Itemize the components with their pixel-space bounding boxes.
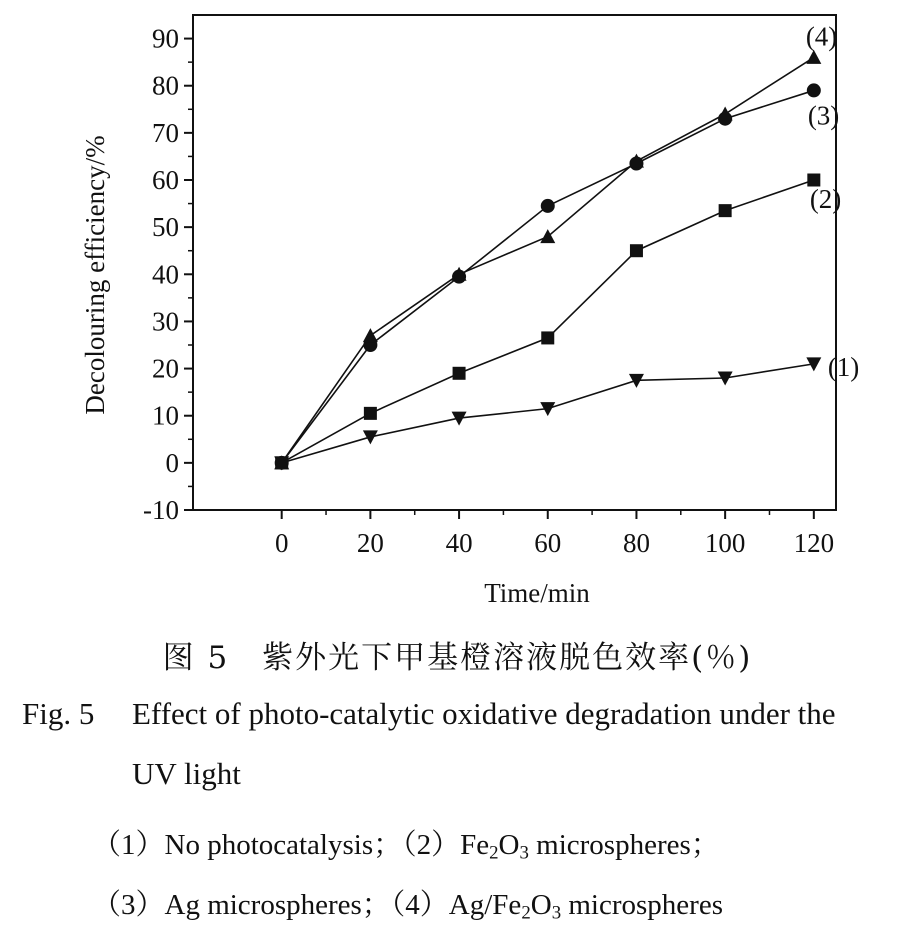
data-point xyxy=(541,199,555,213)
x-tick-label: 40 xyxy=(445,528,473,558)
legend-text: microspheres； xyxy=(528,829,720,861)
figure-caption-english-line-2: UV light xyxy=(132,756,241,791)
figure-caption-chinese: 图 5 紫外光下甲基橙溶液脱色效率(％) xyxy=(162,640,753,676)
figure-number: Fig. 5 xyxy=(22,696,95,731)
legend-text: microspheres xyxy=(561,889,723,921)
x-tick-label: 20 xyxy=(356,528,384,558)
data-point xyxy=(807,83,821,97)
legend-text: （3）Ag microspheres；（4）Ag/Fe xyxy=(92,889,522,921)
data-point xyxy=(453,367,466,380)
x-tick-label: 60 xyxy=(534,528,562,558)
data-point xyxy=(363,328,378,342)
subscript: 3 xyxy=(551,902,562,924)
subscript: 3 xyxy=(519,842,529,864)
figure-caption-english-line-1 xyxy=(22,696,836,732)
subscript: 2 xyxy=(521,902,531,924)
y-tick-label: 60 xyxy=(152,165,179,195)
y-tick-label: -10 xyxy=(143,495,179,525)
legend-text: O xyxy=(530,889,552,921)
series-label: (2) xyxy=(809,184,842,214)
series-lines xyxy=(282,57,814,462)
x-tick-label: 80 xyxy=(622,528,650,558)
y-tick-label: 10 xyxy=(152,400,179,431)
subscript: 2 xyxy=(489,842,499,864)
x-tick-label: 120 xyxy=(793,528,835,558)
series-line xyxy=(282,180,814,463)
data-point xyxy=(363,430,378,444)
y-tick-label: 40 xyxy=(152,259,179,290)
data-point xyxy=(718,107,733,121)
series-labels xyxy=(806,21,859,381)
x-tick-label: 100 xyxy=(704,528,746,558)
data-point xyxy=(541,331,554,344)
series-label: (4) xyxy=(805,21,838,52)
caption-legend-line-2 xyxy=(92,882,723,925)
data-point xyxy=(630,244,643,257)
y-axis xyxy=(143,24,193,525)
y-tick-label: 70 xyxy=(152,117,179,148)
legend-text: O xyxy=(498,829,520,861)
series-markers xyxy=(274,50,821,470)
x-axis-label: Time/min xyxy=(484,578,590,608)
y-axis-label: Decolouring efficiency/% xyxy=(80,135,110,415)
y-tick-label: 50 xyxy=(152,212,179,243)
caption-text: Effect of photo-catalytic oxidative degradation under the xyxy=(132,696,836,731)
plot-frame xyxy=(193,15,836,510)
y-tick-label: 30 xyxy=(152,306,179,337)
y-tick-label: 20 xyxy=(152,353,179,384)
series-label: (1) xyxy=(827,351,860,382)
x-tick-label: 0 xyxy=(274,528,289,558)
y-tick-label: 90 xyxy=(152,23,179,54)
data-point xyxy=(806,50,821,64)
series-label: (3) xyxy=(807,100,840,131)
series-line xyxy=(282,57,814,462)
y-tick-label: 0 xyxy=(165,447,179,478)
x-axis xyxy=(275,510,834,558)
data-point xyxy=(719,204,732,217)
legend-text: （1）No photocatalysis；（2）Fe xyxy=(92,829,490,861)
caption-legend-line-1 xyxy=(92,822,720,865)
plot-border xyxy=(193,15,836,510)
y-tick-label: 80 xyxy=(152,70,179,101)
data-point xyxy=(364,407,377,420)
